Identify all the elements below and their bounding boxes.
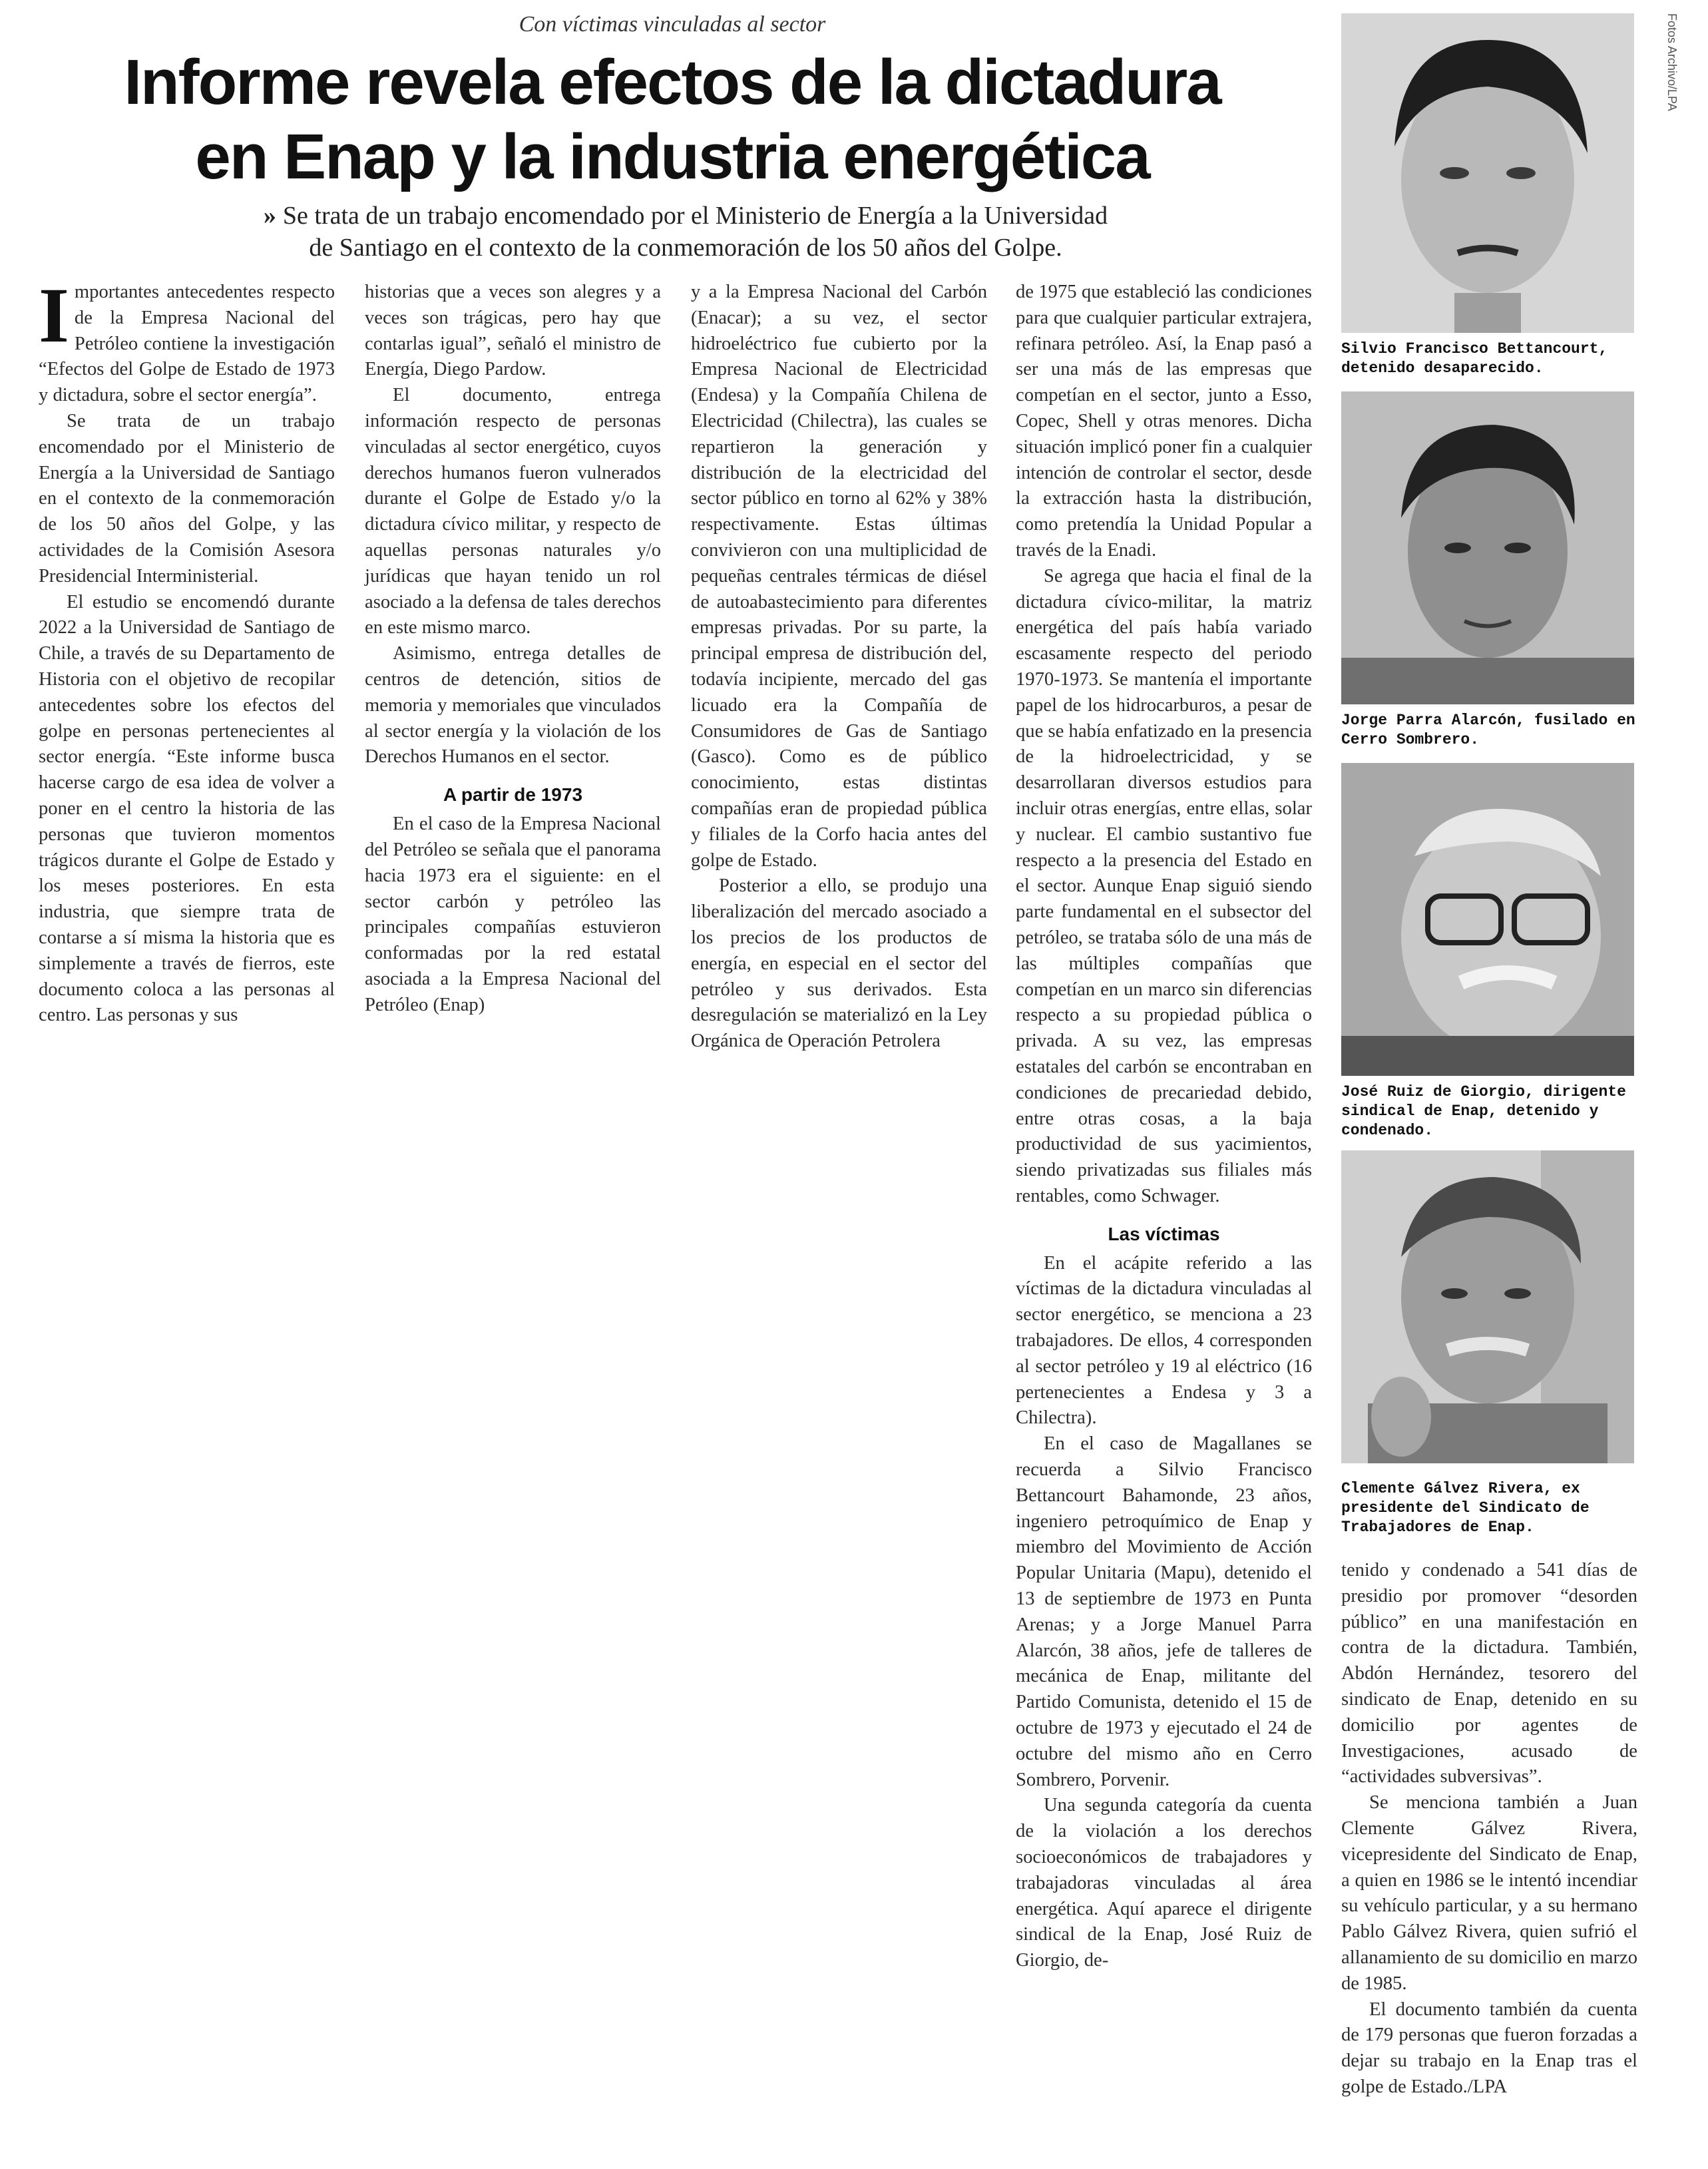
photo-caption: Silvio Francisco Bettancourt, detenido desaparecido. xyxy=(1341,340,1608,377)
paragraph: Asimismo, entrega detalles de centros de detención, sitios de memoria y memoriales que vinculados al sector energía y la violación de los Derechos Humanos en el sector. xyxy=(365,643,661,768)
portrait-illustration xyxy=(1341,13,1634,333)
drop-cap: I xyxy=(39,272,69,359)
double-chevron-right-icon: » xyxy=(263,202,276,230)
article-column-4 xyxy=(1016,280,1312,1974)
article-column-3 xyxy=(691,280,987,1055)
photo-caption: Clemente Gálvez Rivera, ex presidente del Sindicato de Trabajadores de Enap. xyxy=(1341,1480,1590,1536)
paragraph: tenido y condenado a 541 días de presidio por promover “desorden público” en una manifestación en contra de la dictadura. También, Abdón Hernández, tesorero del sindicato de Enap, detenido en su domicilio por agentes de Investigaciones, acusado de “actividades subversivas”. xyxy=(1341,1560,1637,1788)
headline-line-1: Informe revela efectos de la dictadura xyxy=(124,47,1221,118)
article-column-5 xyxy=(1341,1558,1637,2100)
article-subhead xyxy=(180,200,1191,264)
paragraph: En el acápite referido a las víctimas de la dictadura vinculadas al sector energético, se menciona a 23 trabajadores. De ellos, 4 corresponden al sector petróleo y 19 al eléctrico (16 pertenecientes a Endesa y 3 a Chilectra). xyxy=(1016,1252,1312,1429)
article-headline xyxy=(40,45,1305,194)
portrait-photo-parra xyxy=(1341,391,1634,704)
portrait-illustration xyxy=(1341,391,1634,704)
paragraph: En el caso de la Empresa Nacional del Petróleo se señala que el panorama hacia 1973 era el siguiente: en el sector carbón y petróleo las principales compañías estuvieron conformadas por la red estatal asociada a la Empresa Nacional del Petróleo (Enap) xyxy=(365,814,661,1015)
paragraph: de 1975 que estableció las condiciones para que cualquier particular extrajera, refinara petróleo. Así, la Enap pasó a ser una más de las empresas que competían en el sector, junto a Esso, Copec, Shell y otras menores. Dicha situación implicó poner fin a cualquier intención de controlar el sector, desde la extracción hasta la distribución, como pretendía la Unidad Popular a través de la Enadi. xyxy=(1016,282,1312,561)
portrait-illustration xyxy=(1341,1150,1634,1463)
photo-caption: José Ruiz de Giorgio, dirigente sindical de Enap, detenido y condenado. xyxy=(1341,1083,1626,1139)
paragraph: Se agrega que hacia el final de la dictadura cívico-militar, la matriz energética del país había variado escasamente respecto del periodo 1970-1973. Se mantenía el importante papel de los hidrocarburos, a pesar de que se había enfatizado en la presencia de la hidroelectricidad, y se desarrollaran diversos estudios para incluir otras energías, entre ellas, solar y nuclear. El cambio sustantivo fue respecto a la presencia del Estado en el sector. Aunque Enap siguió siendo parte fundamental en el subsector del petróleo, se trataba sólo de una más de las múltiples compañías que competían en un marco sin diferencias respecto a su propiedad pública o privada. A su vez, las empresas estatales del carbón se encontraban en condiciones de precariedad debido, entre otras cosas, a la baja productividad de sus yacimientos, siendo privatizadas sus filiales más rentables, como Schwager. xyxy=(1016,565,1312,1206)
section-heading: A partir de 1973 xyxy=(443,784,583,806)
subhead-line-2: de Santiago en el contexto de la conmemoración de los 50 años del Golpe. xyxy=(309,234,1062,262)
photo-credit: Fotos Archivo/LPA xyxy=(1665,13,1679,111)
article-column-1 xyxy=(39,272,335,1029)
photo-caption: Jorge Parra Alarcón, fusilado en Cerro Sombrero. xyxy=(1341,712,1635,748)
paragraph: Una segunda categoría da cuenta de la violación a los derechos socioeconómicos de trabajadores y trabajadoras vinculadas al área energética. Aquí aparece el dirigente sindical de la Enap, José Ruiz de Giorgio, de- xyxy=(1016,1795,1312,1971)
subhead-line-1: Se trata de un trabajo encomendado por el Ministerio de Energía a la Universidad xyxy=(282,202,1108,230)
portrait-photo-ruiz xyxy=(1341,763,1634,1076)
headline-line-2: en Enap y la industria energética xyxy=(195,121,1150,192)
paragraph: Importantes antecedentes respecto de la Empresa Nacional del Petróleo contiene la investigación “Efectos del Golpe de Estado de 1973 y dictadura, sobre el sector energía”. xyxy=(39,272,335,406)
portrait-illustration xyxy=(1341,763,1634,1076)
section-heading: Las víctimas xyxy=(1108,1223,1220,1244)
portrait-photo-bettancourt xyxy=(1341,13,1634,333)
article-kicker: Con víctimas vinculadas al sector xyxy=(519,12,826,37)
portrait-photo-galvez xyxy=(1341,1150,1634,1463)
paragraph: historias que a veces son alegres y a veces son trágicas, pero hay que contarlas igual”, señaló el ministro de Energía, Diego Pardow. xyxy=(365,282,661,380)
paragraph: Se trata de un trabajo encomendado por el Ministerio de Energía a la Universidad de Santiago en el contexto de la conmemoración de los 50 años del Golpe, y las actividades de la Comisión Asesora Presidencial Interministerial. xyxy=(39,410,335,587)
paragraph: Posterior a ello, se produjo una liberalización del mercado asociado a los precios de los productos de energía, en especial en el sector del petróleo y sus derivados. Esta desregulación se materializó en la Ley Orgánica de Operación Petrolera xyxy=(691,875,987,1052)
paragraph: El estudio se encomendó durante 2022 a la Universidad de Santiago de Chile, a través de su Departamento de Historia con el objetivo de recopilar antecedentes sobre los efectos del golpe en personas pertenecientes al sector energía. “Este informe busca hacerse cargo de esa idea de volver a poner en el centro la historia de las personas que tuvieron momentos trágicos durante el Golpe de Estado y los meses posteriores. En esta industria, que siempre trata de contarse a sí misma la historia que es simplemente a través de fierros, este documento coloca a las personas al centro. Las personas y sus xyxy=(39,591,335,1026)
paragraph: El documento, entrega información respecto de personas vinculadas al sector energético, cuyos derechos humanos fueron vulnerados durante el Golpe de Estado y/o la dictadura cívico militar, y respecto de aquellas personas naturales y/o jurídicas que hayan tenido un rol asociado a la defensa de tales derechos en este mismo marco. xyxy=(365,385,661,638)
article-column-2 xyxy=(365,280,661,1019)
paragraph: En el caso de Magallanes se recuerda a Silvio Francisco Bettancourt Bahamonde, 23 años, ingeniero petroquímico de Enap y miembro del Movimiento de Acción Popular Unitaria (Mapu), detenido el 13 de septiembre de 1973 en Punta Arenas; y a Jorge Manuel Parra Alarcón, 38 años, jefe de talleres de mecánica de Enap, militante del Partido Comunista, detenido el 15 de octubre de 1973 y ejecutado el 24 de octubre del mismo año en Cerro Sombrero, Porvenir. xyxy=(1016,1433,1312,1790)
paragraph: Se menciona también a Juan Clemente Gálvez Rivera, vicepresidente del Sindicato de Enap, a quien en 1986 se le intentó incendiar su vehículo particular, y a su hermano Pablo Gálvez Rivera, quien sufrió el allanamiento de su domicilio en marzo de 1985. xyxy=(1341,1792,1637,1994)
paragraph: y a la Empresa Nacional del Carbón (Enacar); a su vez, el sector hidroeléctrico fue cubierto por la Empresa Nacional de Electricidad (Endesa) y la Compañía Chilena de Electricidad (Chilectra), las cuales se repartieron la generación y distribución de la electricidad del sector público en torno al 62% y 38% respectivamente. Estas últimas convivieron con una multiplicidad de pequeñas centrales térmicas de diésel de autoabastecimiento para diferentes empresas privadas. Por su parte, la principal empresa de distribución del, todavía incipiente, mercado del gas licuado era la Compañía de Consumidores de Gas de Santiago (Gasco). Como es de público conocimiento, estas distintas compañías eran de propiedad pública y filiales de la Corfo hacia antes del golpe de Estado. xyxy=(691,282,987,871)
paragraph: El documento también da cuenta de 179 personas que fueron forzadas a dejar su trabajo en la Enap tras el golpe de Estado./LPA xyxy=(1341,1999,1637,2097)
